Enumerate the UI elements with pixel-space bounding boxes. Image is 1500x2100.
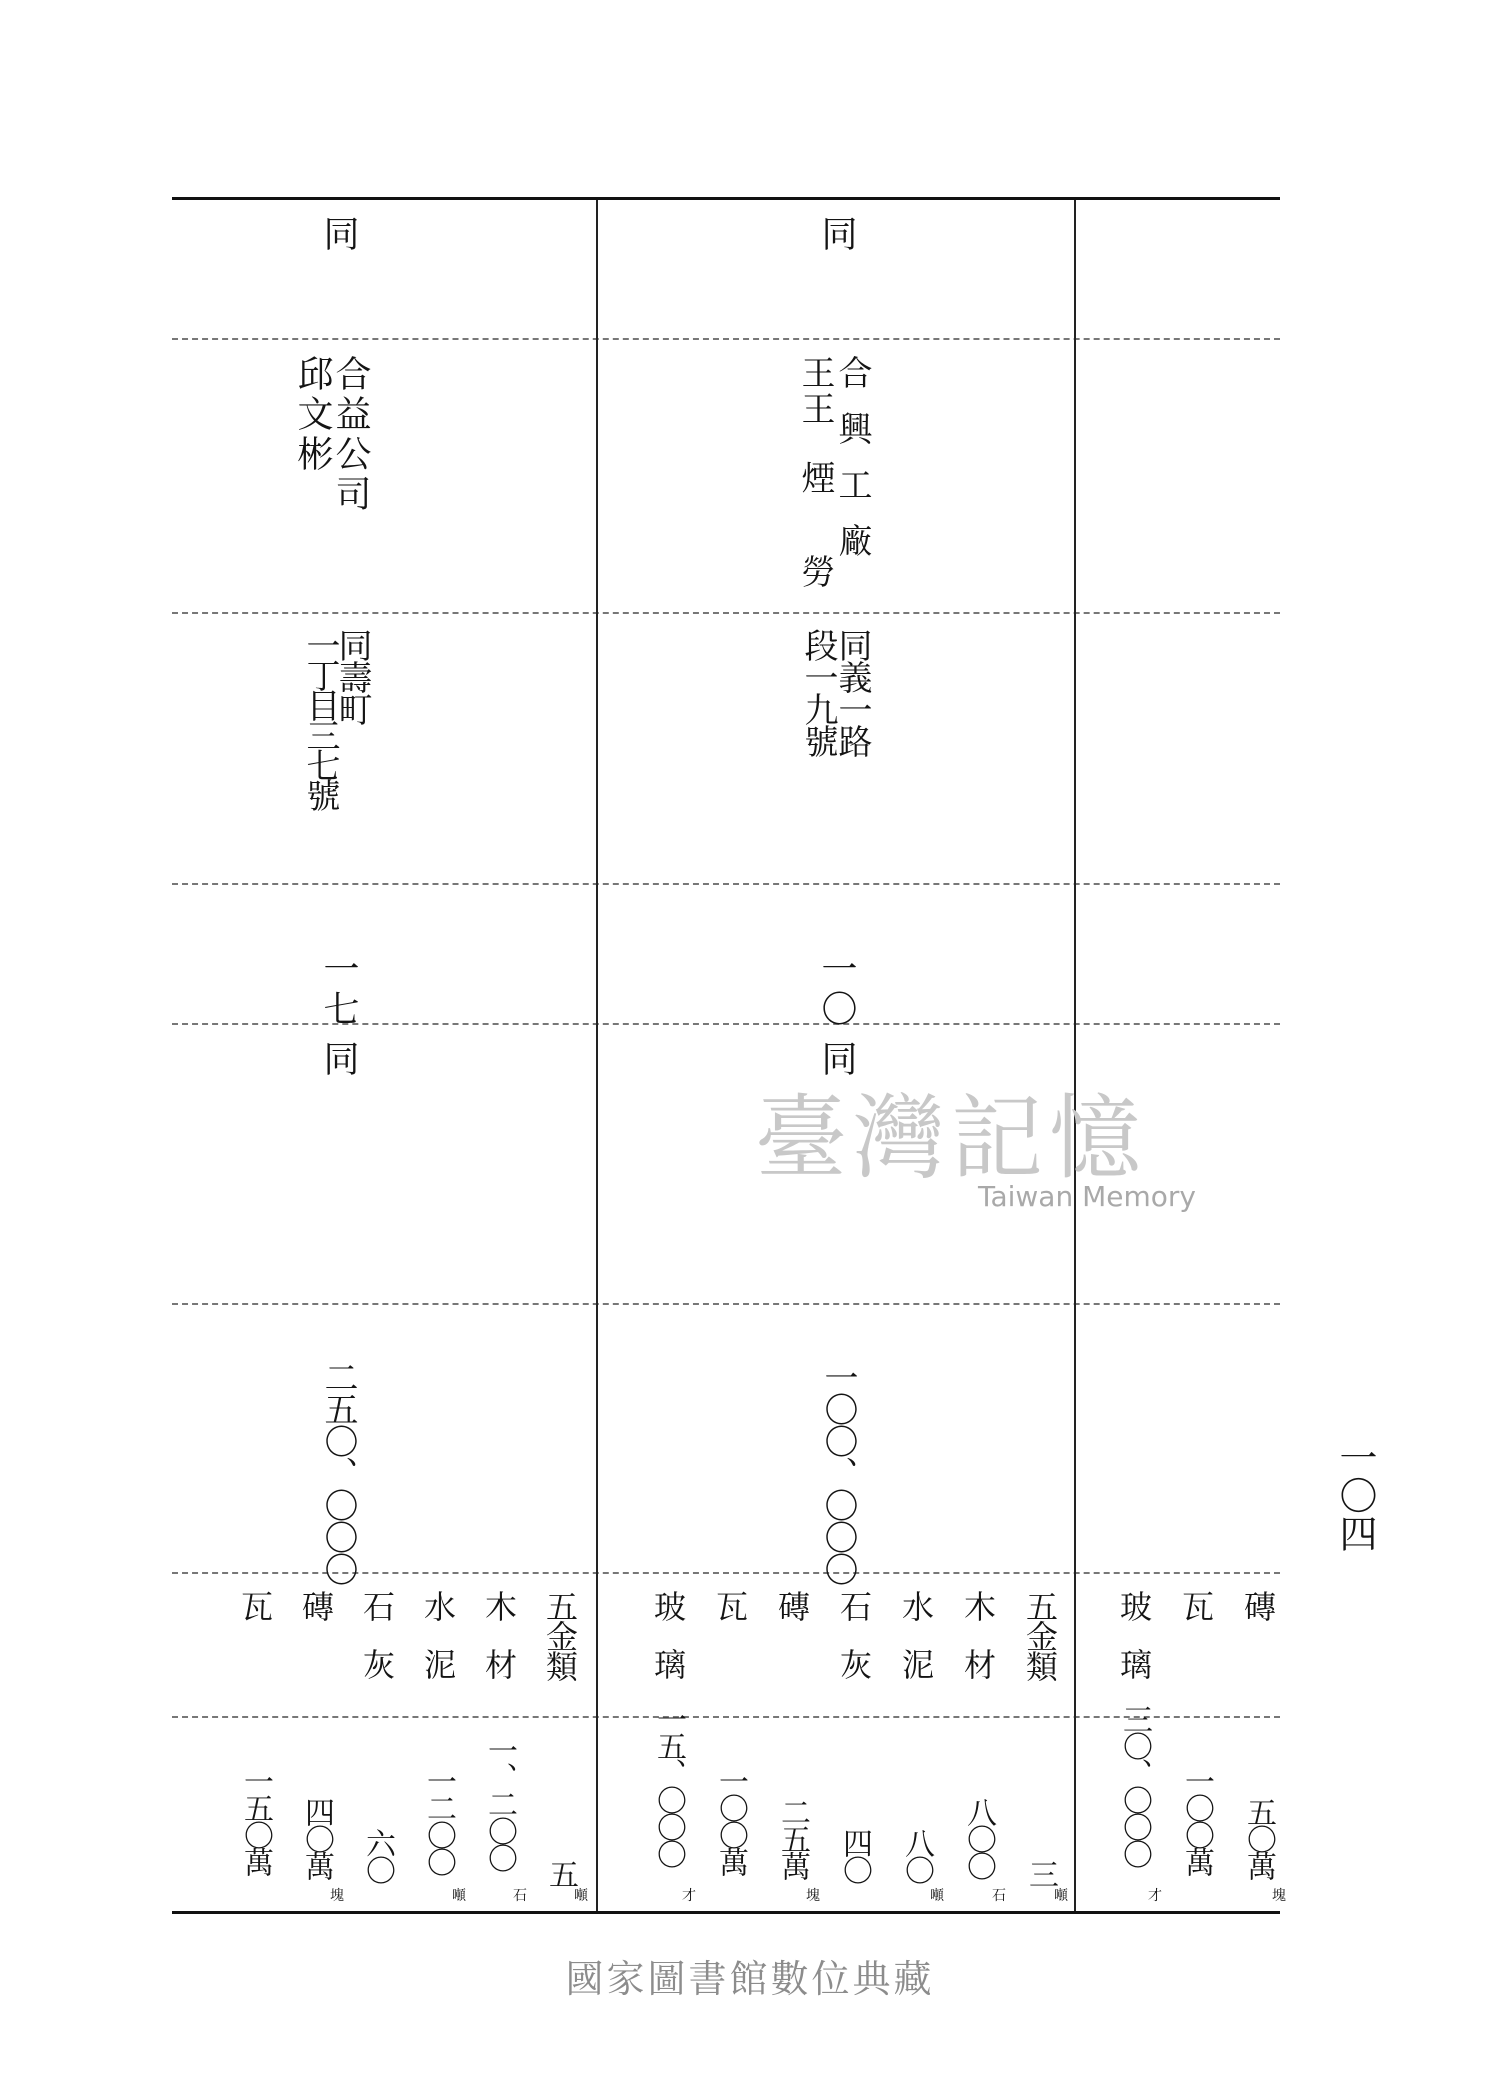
row-divider-1 <box>172 338 1280 340</box>
material-name: 水泥 <box>419 1590 457 1706</box>
material-amount: 一〇〇萬 <box>1179 1766 1214 1874</box>
col2-remark: 同 <box>816 1040 857 1080</box>
col2-capital: 一〇〇、〇〇〇 <box>818 1360 858 1584</box>
material-name: 磚 <box>297 1590 335 1622</box>
material-unit: 噸 <box>1054 1888 1068 1904</box>
column-divider-1 <box>596 200 598 1911</box>
col2-name-line-3: 煙勞 <box>795 460 835 648</box>
material-amount: 一五、〇〇〇 <box>651 1704 686 1866</box>
material-unit: 塊 <box>1272 1888 1286 1904</box>
col1-employees: 一七 <box>318 950 359 1030</box>
row-divider-5 <box>172 1303 1280 1305</box>
col1-name-line-2: 邱文彬 <box>292 355 333 475</box>
col1-capital: 二五〇、〇〇〇 <box>318 1360 358 1584</box>
material-amount: 一〇〇萬 <box>713 1766 748 1874</box>
page-number: 一〇四 <box>1333 1438 1377 1552</box>
material-amount: 五〇萬 <box>1241 1797 1276 1878</box>
material-amount: 八〇 <box>899 1828 934 1882</box>
top-rule <box>172 197 1280 200</box>
footer-archive-label: 國家圖書館數位典藏 <box>565 1957 935 2001</box>
material-name: 水泥 <box>897 1590 935 1706</box>
col2-address-line-2: 段一九號 <box>798 628 838 756</box>
material-unit: 塊 <box>806 1888 820 1904</box>
col2-employees: 一〇 <box>816 950 857 1030</box>
col1-type: 同 <box>318 215 359 255</box>
column-divider-2 <box>1074 200 1076 1911</box>
material-amount: 二五萬 <box>775 1797 810 1878</box>
material-name: 瓦 <box>1177 1590 1215 1622</box>
material-unit: 塊 <box>330 1888 344 1904</box>
material-name: 玻璃 <box>649 1590 687 1706</box>
row-divider-3 <box>172 883 1280 885</box>
material-name: 磚 <box>773 1590 811 1622</box>
material-amount: 一五〇萬 <box>238 1766 273 1874</box>
material-amount: 六〇 <box>360 1828 395 1882</box>
col2-name-line-1: 合興工廠 <box>832 355 872 579</box>
material-amount: 三 <box>1023 1859 1058 1886</box>
col1-address-line-2: 一丁目三七號 <box>300 628 340 808</box>
material-name: 石灰 <box>358 1590 396 1706</box>
material-name: 木材 <box>959 1590 997 1706</box>
material-unit: 才 <box>1148 1888 1162 1904</box>
material-unit: 噸 <box>930 1888 944 1904</box>
material-name: 五金類 <box>1021 1590 1059 1680</box>
col2-type: 同 <box>816 215 857 255</box>
material-amount: 三〇、〇〇〇 <box>1117 1704 1152 1866</box>
material-name: 磚 <box>1239 1590 1277 1622</box>
col2-address-line-1: 同義一路 <box>832 628 872 756</box>
material-unit: 才 <box>682 1888 696 1904</box>
material-name: 瓦 <box>236 1590 274 1622</box>
row-divider-2 <box>172 612 1280 614</box>
material-name: 玻璃 <box>1115 1590 1153 1706</box>
material-unit: 石 <box>513 1888 527 1904</box>
material-name: 五金類 <box>541 1590 579 1680</box>
material-name: 木材 <box>480 1590 518 1706</box>
material-unit: 噸 <box>452 1888 466 1904</box>
material-unit: 石 <box>992 1888 1006 1904</box>
material-name: 石灰 <box>835 1590 873 1706</box>
col1-address-line-1: 同壽町 <box>332 628 372 724</box>
material-amount: 一、二〇〇 <box>482 1735 517 1870</box>
material-unit: 噸 <box>574 1888 588 1904</box>
material-amount: 五 <box>543 1859 578 1886</box>
material-amount: 八〇〇 <box>961 1797 996 1878</box>
material-amount: 一二〇〇 <box>421 1766 456 1874</box>
col2-name-line-2: 王王 <box>795 355 835 427</box>
material-amount: 四〇 <box>837 1828 872 1882</box>
material-amount: 四〇萬 <box>299 1797 334 1878</box>
watermark-chinese: 臺灣記憶 <box>755 1085 1148 1192</box>
col1-remark: 同 <box>318 1040 359 1080</box>
col1-name-line-1: 合益公司 <box>330 355 371 515</box>
material-name: 瓦 <box>711 1590 749 1622</box>
watermark-english: Taiwan Memory <box>978 1180 1196 1213</box>
